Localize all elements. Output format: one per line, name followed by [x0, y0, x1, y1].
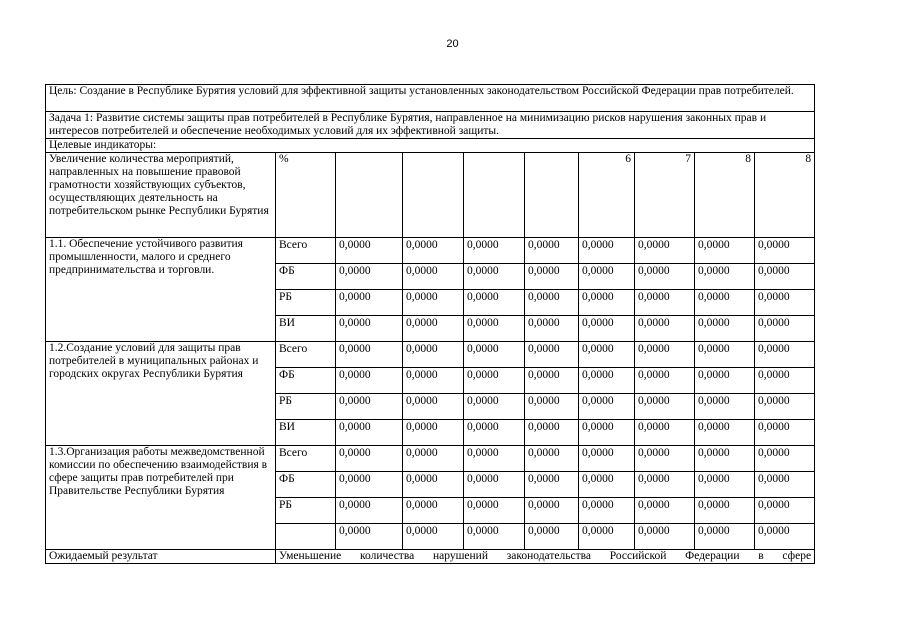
funding-value: 0,0000: [525, 264, 579, 290]
funding-value: 0,0000: [336, 316, 403, 342]
funding-value: 0,0000: [403, 446, 464, 472]
funding-value: 0,0000: [579, 446, 635, 472]
program-table: [45, 84, 815, 564]
funding-value: 0,0000: [755, 394, 815, 420]
funding-value: 0,0000: [635, 264, 695, 290]
funding-source: Всего: [276, 238, 336, 264]
funding-value: 0,0000: [635, 342, 695, 368]
funding-value: 0,0000: [755, 524, 815, 550]
funding-value: 0,0000: [464, 446, 525, 472]
funding-value: 0,0000: [525, 316, 579, 342]
funding-row: [46, 342, 815, 368]
indicator-value: 7: [635, 153, 695, 238]
funding-value: 0,0000: [635, 394, 695, 420]
funding-source: РБ: [276, 290, 336, 316]
funding-value: 0,0000: [755, 368, 815, 394]
page-number: 20: [446, 38, 459, 50]
task-row: [46, 112, 815, 139]
funding-value: 0,0000: [525, 342, 579, 368]
funding-value: 0,0000: [579, 342, 635, 368]
funding-value: 0,0000: [464, 264, 525, 290]
funding-value: 0,0000: [336, 290, 403, 316]
funding-value: 0,0000: [695, 472, 755, 498]
funding-value: 0,0000: [403, 524, 464, 550]
funding-value: 0,0000: [464, 290, 525, 316]
funding-value: 0,0000: [579, 498, 635, 524]
funding-value: 0,0000: [635, 498, 695, 524]
funding-value: 0,0000: [464, 420, 525, 446]
funding-source: РБ: [276, 394, 336, 420]
funding-value: 0,0000: [755, 446, 815, 472]
funding-value: 0,0000: [695, 342, 755, 368]
indicator-unit: %: [276, 153, 336, 238]
funding-value: 0,0000: [579, 316, 635, 342]
funding-value: 0,0000: [525, 472, 579, 498]
funding-value: 0,0000: [695, 238, 755, 264]
task-cell: [46, 112, 815, 139]
funding-value: 0,0000: [403, 498, 464, 524]
funding-value: 0,0000: [579, 368, 635, 394]
expected-result-text: Уменьшение количества нарушений законодательства Российской Федерации в сфере: [276, 550, 815, 564]
indicator-value: [464, 153, 525, 238]
funding-value: 0,0000: [579, 290, 635, 316]
funding-value: 0,0000: [579, 264, 635, 290]
funding-value: 0,0000: [403, 368, 464, 394]
goal-row: [46, 85, 815, 112]
funding-value: 0,0000: [525, 368, 579, 394]
funding-value: 0,0000: [695, 420, 755, 446]
target-indicators-row: [46, 139, 815, 153]
funding-value: 0,0000: [525, 420, 579, 446]
indicator-value: [403, 153, 464, 238]
funding-value: 0,0000: [336, 498, 403, 524]
funding-source: ФБ: [276, 368, 336, 394]
goal-cell: Цель: Создание в Республике Бурятия условий для эффективной защиты установленных законодательством Российской Федерации прав потребителей.: [46, 85, 815, 112]
funding-value: 0,0000: [336, 446, 403, 472]
task-text: Развитие системы защиты прав потребителей в Республике Бурятия, направленное на минимизацию рисков нарушения законных прав и интересов потребителей и обеспечение необходимых условий для их эффективной защиты.: [49, 112, 767, 137]
funding-value: 0,0000: [755, 264, 815, 290]
funding-row: [46, 446, 815, 472]
target-indicators-label: Целевые индикаторы:: [46, 139, 815, 153]
funding-value: 0,0000: [403, 420, 464, 446]
expected-result-label: Ожидаемый результат: [46, 550, 276, 564]
funding-value: 0,0000: [336, 342, 403, 368]
funding-value: 0,0000: [695, 368, 755, 394]
funding-value: 0,0000: [403, 394, 464, 420]
funding-value: 0,0000: [579, 472, 635, 498]
indicator-value: 8: [695, 153, 755, 238]
measure-title: 1.2.Создание условий для защиты прав потребителей в муниципальных районах и городских округах Республики Бурятия: [46, 342, 276, 446]
funding-value: 0,0000: [336, 238, 403, 264]
funding-source: ВИ: [276, 420, 336, 446]
funding-value: 0,0000: [579, 394, 635, 420]
funding-value: 0,0000: [755, 342, 815, 368]
funding-value: 0,0000: [525, 394, 579, 420]
funding-value: 0,0000: [525, 524, 579, 550]
funding-value: 0,0000: [336, 368, 403, 394]
funding-value: 0,0000: [464, 472, 525, 498]
funding-value: 0,0000: [336, 264, 403, 290]
funding-value: 0,0000: [755, 238, 815, 264]
funding-value: 0,0000: [403, 342, 464, 368]
funding-value: 0,0000: [755, 420, 815, 446]
funding-value: 0,0000: [464, 524, 525, 550]
funding-value: 0,0000: [579, 524, 635, 550]
funding-value: 0,0000: [403, 238, 464, 264]
funding-row: [46, 238, 815, 264]
funding-source: ВИ: [276, 316, 336, 342]
funding-value: 0,0000: [464, 498, 525, 524]
funding-value: 0,0000: [336, 472, 403, 498]
funding-value: 0,0000: [695, 290, 755, 316]
funding-value: 0,0000: [755, 290, 815, 316]
funding-value: 0,0000: [755, 472, 815, 498]
funding-value: 0,0000: [464, 368, 525, 394]
funding-source: Всего: [276, 342, 336, 368]
funding-source: ФБ: [276, 472, 336, 498]
funding-value: 0,0000: [695, 264, 755, 290]
funding-value: 0,0000: [464, 394, 525, 420]
funding-value: 0,0000: [635, 368, 695, 394]
indicator-value: 8: [755, 153, 815, 238]
funding-value: 0,0000: [403, 264, 464, 290]
funding-value: 0,0000: [755, 316, 815, 342]
funding-value: 0,0000: [635, 420, 695, 446]
funding-value: 0,0000: [635, 238, 695, 264]
funding-value: 0,0000: [525, 290, 579, 316]
funding-value: 0,0000: [403, 290, 464, 316]
expected-result-row: [46, 550, 815, 564]
funding-value: 0,0000: [464, 316, 525, 342]
task-prefix: Задача 1:: [49, 112, 96, 124]
funding-value: 0,0000: [403, 472, 464, 498]
funding-value: 0,0000: [336, 420, 403, 446]
funding-value: 0,0000: [755, 498, 815, 524]
funding-value: 0,0000: [635, 446, 695, 472]
funding-value: 0,0000: [635, 290, 695, 316]
funding-value: 0,0000: [579, 420, 635, 446]
indicator-row: [46, 153, 815, 238]
funding-value: 0,0000: [336, 524, 403, 550]
funding-source: ФБ: [276, 264, 336, 290]
funding-value: 0,0000: [525, 498, 579, 524]
measure-title: 1.3.Организация работы межведомственной комиссии по обеспечению взаимодействия в сфере защиты прав потребителей при Правительстве Республики Бурятия: [46, 446, 276, 550]
indicator-value: [336, 153, 403, 238]
funding-value: 0,0000: [695, 524, 755, 550]
indicator-name: Увеличение количества мероприятий, направленных на повышение правовой грамотности хозяйствующих субъектов, осуществляющих деятельность на потребительском рынке Республики Бурятия: [46, 153, 276, 238]
funding-value: 0,0000: [464, 342, 525, 368]
funding-source: Всего: [276, 446, 336, 472]
funding-value: 0,0000: [525, 238, 579, 264]
funding-value: 0,0000: [695, 498, 755, 524]
funding-value: 0,0000: [635, 316, 695, 342]
funding-source: [276, 524, 336, 550]
measure-title: 1.1. Обеспечение устойчивого развития промышленности, малого и среднего предпринимательства и торговли.: [46, 238, 276, 342]
funding-value: 0,0000: [336, 394, 403, 420]
funding-source: РБ: [276, 498, 336, 524]
funding-value: 0,0000: [695, 446, 755, 472]
funding-value: 0,0000: [579, 238, 635, 264]
indicator-value: 6: [579, 153, 635, 238]
funding-value: 0,0000: [635, 524, 695, 550]
indicator-value: [525, 153, 579, 238]
funding-value: 0,0000: [695, 316, 755, 342]
funding-value: 0,0000: [525, 446, 579, 472]
funding-value: 0,0000: [464, 238, 525, 264]
funding-value: 0,0000: [695, 394, 755, 420]
funding-value: 0,0000: [403, 316, 464, 342]
funding-value: 0,0000: [635, 472, 695, 498]
